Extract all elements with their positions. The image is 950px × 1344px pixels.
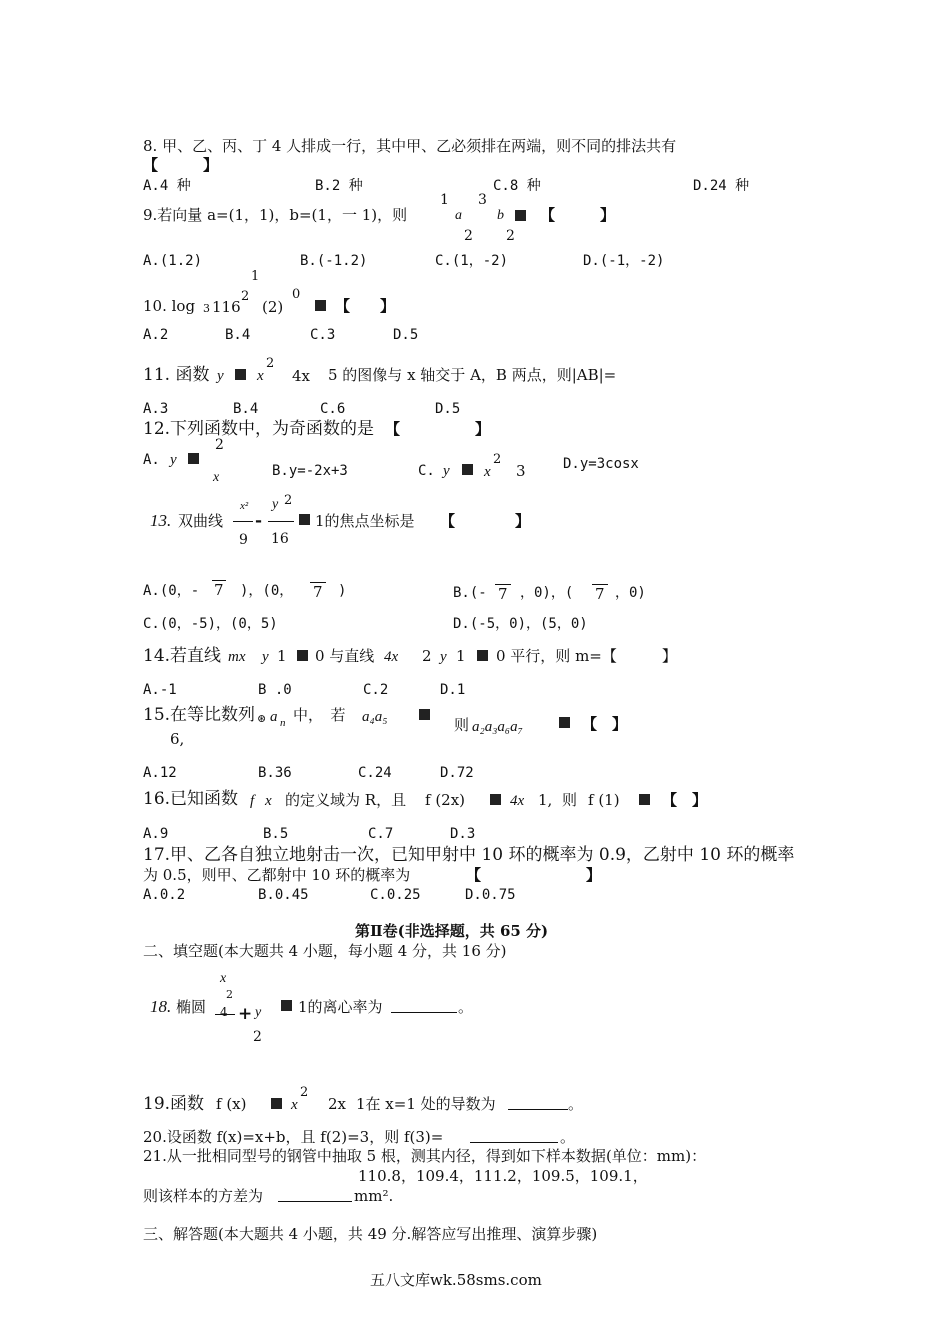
q12-option-d: D.y=3cosx bbox=[563, 456, 639, 472]
q14-box2 bbox=[477, 650, 488, 661]
q19-answer-blank[interactable] bbox=[508, 1095, 568, 1110]
q13-tail: 1的焦点坐标是 bbox=[315, 512, 415, 530]
q16-box2 bbox=[639, 794, 650, 805]
q13-option-a-root1: 7 bbox=[214, 581, 224, 599]
q17-option-d: D.0.75 bbox=[465, 887, 516, 903]
q11-option-d: D.5 bbox=[435, 401, 461, 417]
q21-line-3: 则该样本的方差为 bbox=[143, 1187, 264, 1205]
q16-f1: f (1) bbox=[588, 791, 620, 809]
q17-answer-bracket: 【 】 bbox=[466, 866, 602, 884]
q13-option-b-root2: 7 bbox=[592, 584, 608, 603]
q10-tail: (2) bbox=[262, 298, 284, 316]
q13-frac2-exp: 2 bbox=[284, 493, 293, 508]
q10-answer-bracket: 【 】 bbox=[335, 297, 396, 315]
q19-mid: 2x bbox=[328, 1095, 347, 1113]
q18-number: 18. bbox=[150, 997, 172, 1016]
q19-prefix: 19.函数 bbox=[143, 1094, 205, 1114]
q9-vector-b: b bbox=[497, 208, 504, 223]
q11-exp: 2 bbox=[266, 356, 275, 371]
q19-end: 。 bbox=[568, 1095, 584, 1113]
q16-mid: 的定义域为 R，且 bbox=[285, 791, 407, 809]
q15-product: a₂a₃a₆a₇ bbox=[472, 719, 523, 735]
q15-option-b: B.36 bbox=[258, 765, 292, 781]
q13-minus: - bbox=[255, 511, 263, 531]
q15-six: 6, bbox=[170, 730, 185, 748]
q15-option-d: D.72 bbox=[440, 765, 474, 781]
q9-option-a: A.(1.2) bbox=[143, 253, 203, 269]
q14-mx: mx bbox=[228, 649, 246, 665]
q12-option-c-x: x bbox=[484, 464, 491, 480]
q17-line-1: 17.甲、乙各自独立地射击一次，已知甲射中 10 环的概率为 0.9，乙射中 10 环的概率 bbox=[143, 845, 795, 865]
q16-answer-bracket: 【 】 bbox=[662, 791, 708, 809]
q16-fourx: 4x bbox=[510, 793, 525, 809]
q18-tail: 1的离心率为 bbox=[298, 998, 383, 1016]
q10-option-c: C.3 bbox=[310, 327, 336, 343]
q9-frac-den-1: 2 bbox=[464, 228, 473, 244]
q16-option-a: A.9 bbox=[143, 826, 169, 842]
q16-option-b: B.5 bbox=[263, 826, 289, 842]
q13-frac1-num: x² bbox=[240, 500, 249, 512]
q11-var-x: x bbox=[257, 368, 264, 384]
q9-option-c: C.(1，-2) bbox=[435, 253, 509, 269]
q12-answer-bracket: 【 】 bbox=[385, 420, 491, 438]
q14-mid: 0 与直线 bbox=[315, 647, 375, 665]
q13-option-d: D.(-5，0)，(5，0) bbox=[453, 616, 588, 632]
q14-two: 2 bbox=[422, 647, 432, 665]
q17-option-b: B.0.45 bbox=[258, 887, 309, 903]
q13-answer-bracket: 【 】 bbox=[440, 512, 531, 530]
q11-term: 4x bbox=[292, 367, 311, 385]
q11-prefix: 11. 函数 bbox=[143, 365, 210, 385]
q10-exp-num: 1 bbox=[251, 269, 260, 284]
q12-option-b: B.y=-2x+3 bbox=[272, 463, 348, 479]
q9-vector-a: a bbox=[455, 208, 462, 223]
q13-frac1-den: 9 bbox=[239, 532, 248, 548]
q20-end: 。 bbox=[560, 1128, 576, 1146]
q15-seq: a bbox=[270, 709, 278, 725]
section2-intro: 二、填空题(本大题共 4 小题，每小题 4 分，共 16 分) bbox=[143, 942, 507, 960]
q21-line-1: 21.从一批相同型号的钢管中抽取 5 根，测其内径，得到如下样本数据(单位：mm)： bbox=[143, 1147, 707, 1165]
q18-text: 椭圆 bbox=[176, 998, 207, 1016]
q12-option-c-exp: 2 bbox=[493, 452, 502, 467]
q13-option-a-mid: )，(0， bbox=[240, 583, 294, 599]
q21-data: 110.8，109.4，111.2，109.5，109.1， bbox=[358, 1167, 648, 1185]
q14-tail: 0 平行，则 m=【 】 bbox=[496, 647, 677, 665]
q15-prefix: 15.在等比数列 bbox=[143, 705, 256, 725]
q9-frac-num-1: 1 bbox=[440, 192, 449, 208]
q14-y: y bbox=[262, 649, 269, 665]
q12-option-a-den: x bbox=[213, 470, 220, 485]
q12-option-c-label: C. bbox=[418, 463, 435, 479]
q16-f2x: f (2x) bbox=[425, 791, 466, 809]
q14-option-d: D.1 bbox=[440, 682, 466, 698]
q13-frac2-num: y bbox=[272, 497, 279, 512]
q15-a4a5: a₄a₅ bbox=[362, 709, 388, 725]
q18-num-exp: 2 bbox=[226, 988, 233, 1001]
q18-end: 。 bbox=[458, 998, 474, 1016]
q15-answer-bracket: 【 】 bbox=[582, 715, 628, 733]
q20-answer-blank[interactable] bbox=[470, 1128, 558, 1143]
q11-option-a: A.3 bbox=[143, 401, 169, 417]
q9-option-b: B.(-1.2) bbox=[300, 253, 368, 269]
q13-option-b-root1: 7 bbox=[495, 584, 511, 603]
q9-answer-bracket: 【 】 bbox=[540, 206, 616, 224]
q13-frac1-bar bbox=[233, 521, 253, 522]
q16-option-c: C.7 bbox=[368, 826, 394, 842]
section3-intro: 三、解答题(本大题共 4 小题，共 49 分.解答应写出推理、演算步骤) bbox=[143, 1225, 598, 1243]
q15-brace: ⊛ bbox=[257, 712, 267, 725]
q13-frac2-bar bbox=[268, 521, 294, 522]
q15-option-a: A.12 bbox=[143, 765, 177, 781]
q14-box1 bbox=[297, 650, 308, 661]
q8-text: 8. 甲、乙、丙、丁 4 人排成一行，其中甲、乙必须排在两端，则不同的排法共有 bbox=[143, 137, 677, 155]
q18-y-exp: 2 bbox=[253, 1029, 262, 1045]
q10-option-a: A.2 bbox=[143, 327, 169, 343]
q10-argument: 116 bbox=[212, 298, 241, 316]
q18-answer-blank[interactable] bbox=[391, 998, 457, 1013]
q18-den: 4 bbox=[220, 1005, 228, 1019]
q15-then: 则 bbox=[454, 716, 470, 734]
q8-option-d: D.24 种 bbox=[693, 178, 750, 194]
q13-placeholder-box bbox=[299, 514, 310, 525]
q13-option-b-mid: ，0)，( bbox=[520, 585, 574, 601]
q17-option-c: C.0.25 bbox=[370, 887, 421, 903]
q19-box bbox=[271, 1098, 282, 1109]
q13-option-a-start: A.(0，- bbox=[143, 583, 200, 599]
q19-fx: f (x) bbox=[216, 1095, 247, 1113]
q15-seq-sub: n bbox=[280, 717, 286, 729]
q10-exp: 2 bbox=[241, 289, 250, 304]
q10-option-d: D.5 bbox=[393, 327, 419, 343]
q12-option-a-num: 2 bbox=[215, 437, 224, 453]
q9-text: 9.若向量 a=(1，1)，b=(1，一 1)，则 bbox=[143, 206, 408, 224]
q14-prefix: 14.若直线 bbox=[143, 646, 222, 666]
q13-frac2-den: 16 bbox=[271, 531, 289, 547]
q14-const1: 1 bbox=[277, 647, 287, 665]
q18-num-x: x bbox=[220, 971, 227, 986]
section2-title: 第Ⅱ卷(非选择题，共 65 分) bbox=[355, 922, 549, 940]
q15-mid: 中， 若 bbox=[293, 706, 346, 724]
q11-var-y: y bbox=[217, 368, 224, 384]
q16-prefix: 16.已知函数 bbox=[143, 789, 239, 809]
q15-option-c: C.24 bbox=[358, 765, 392, 781]
q14-option-a: A.-1 bbox=[143, 682, 177, 698]
q12-option-a-box bbox=[188, 453, 199, 464]
q9-placeholder-box bbox=[515, 210, 526, 221]
q10-prefix: 10. log bbox=[143, 297, 196, 315]
q18-placeholder-box bbox=[281, 1000, 292, 1011]
q13-option-b-end: ，0) bbox=[615, 585, 646, 601]
q21-unit: mm². bbox=[354, 1187, 394, 1205]
q11-tail: 5 的图像与 x 轴交于 A，B 两点，则|AB|= bbox=[328, 366, 617, 384]
q17-option-a: A.0.2 bbox=[143, 887, 186, 903]
q17-line-2: 为 0.5，则甲、乙都射中 10 环的概率为 bbox=[143, 866, 411, 884]
q12-text: 12.下列函数中，为奇函数的是 bbox=[143, 419, 375, 439]
q18-y: y bbox=[255, 1005, 262, 1020]
q13-number: 13. bbox=[150, 511, 172, 530]
q11-option-b: B.4 bbox=[233, 401, 259, 417]
q18-plus: + bbox=[238, 1004, 253, 1024]
q12-option-c-tail: 3 bbox=[516, 462, 526, 480]
footer-watermark: 五八文库wk.58sms.com bbox=[370, 1271, 542, 1289]
q14-option-c: C.2 bbox=[363, 682, 389, 698]
q16-option-d: D.3 bbox=[450, 826, 476, 842]
q21-answer-blank[interactable] bbox=[278, 1187, 352, 1202]
q11-placeholder-box bbox=[235, 369, 246, 380]
q14-const2: 1 bbox=[456, 647, 466, 665]
q13-option-a-end: ) bbox=[338, 583, 347, 599]
q16-x: x bbox=[265, 793, 272, 809]
q16-box1 bbox=[490, 794, 501, 805]
q16-f: f bbox=[250, 793, 255, 809]
q14-option-b: B .0 bbox=[258, 682, 292, 698]
q19-tail: 1在 x=1 处的导数为 bbox=[356, 1095, 496, 1113]
q13-option-c: C.(0，-5)，(0，5) bbox=[143, 616, 278, 632]
q8-option-c: C.8 种 bbox=[493, 178, 541, 194]
q19-x: x bbox=[291, 1097, 298, 1113]
q15-box1 bbox=[419, 709, 430, 720]
q14-y2: y bbox=[440, 649, 447, 665]
q8-answer-bracket: 【 】 bbox=[143, 156, 219, 174]
q13-option-b-start: B.(- bbox=[453, 585, 487, 601]
q14-fourx: 4x bbox=[384, 649, 399, 665]
q8-option-b: B.2 种 bbox=[315, 178, 363, 194]
q11-option-c: C.6 bbox=[320, 401, 346, 417]
q9-option-d: D.(-1，-2) bbox=[583, 253, 665, 269]
q12-option-a-y: y bbox=[170, 452, 177, 468]
q13-text: 双曲线 bbox=[178, 512, 224, 530]
q12-option-c-box bbox=[462, 464, 473, 475]
q10-tail-exp: 0 bbox=[292, 287, 301, 302]
q12-option-c-y: y bbox=[443, 463, 450, 479]
q16-then: 则 bbox=[562, 791, 578, 809]
q13-option-a-root2: 7 bbox=[310, 582, 326, 601]
q15-box2 bbox=[559, 717, 570, 728]
q10-log-base: 3 bbox=[203, 302, 210, 315]
q16-one: 1, bbox=[538, 791, 553, 809]
q9-frac-den-2: 2 bbox=[506, 228, 515, 244]
q19-exp: 2 bbox=[300, 1085, 309, 1100]
q8-option-a: A.4 种 bbox=[143, 178, 191, 194]
q9-frac-num-3: 3 bbox=[478, 192, 487, 208]
q10-option-b: B.4 bbox=[225, 327, 251, 343]
q12-option-a-label: A. bbox=[143, 452, 160, 468]
q20-text: 20.设函数 f(x)=x+b，且 f(2)=3，则 f(3)= bbox=[143, 1128, 444, 1146]
q10-placeholder-box bbox=[315, 300, 326, 311]
